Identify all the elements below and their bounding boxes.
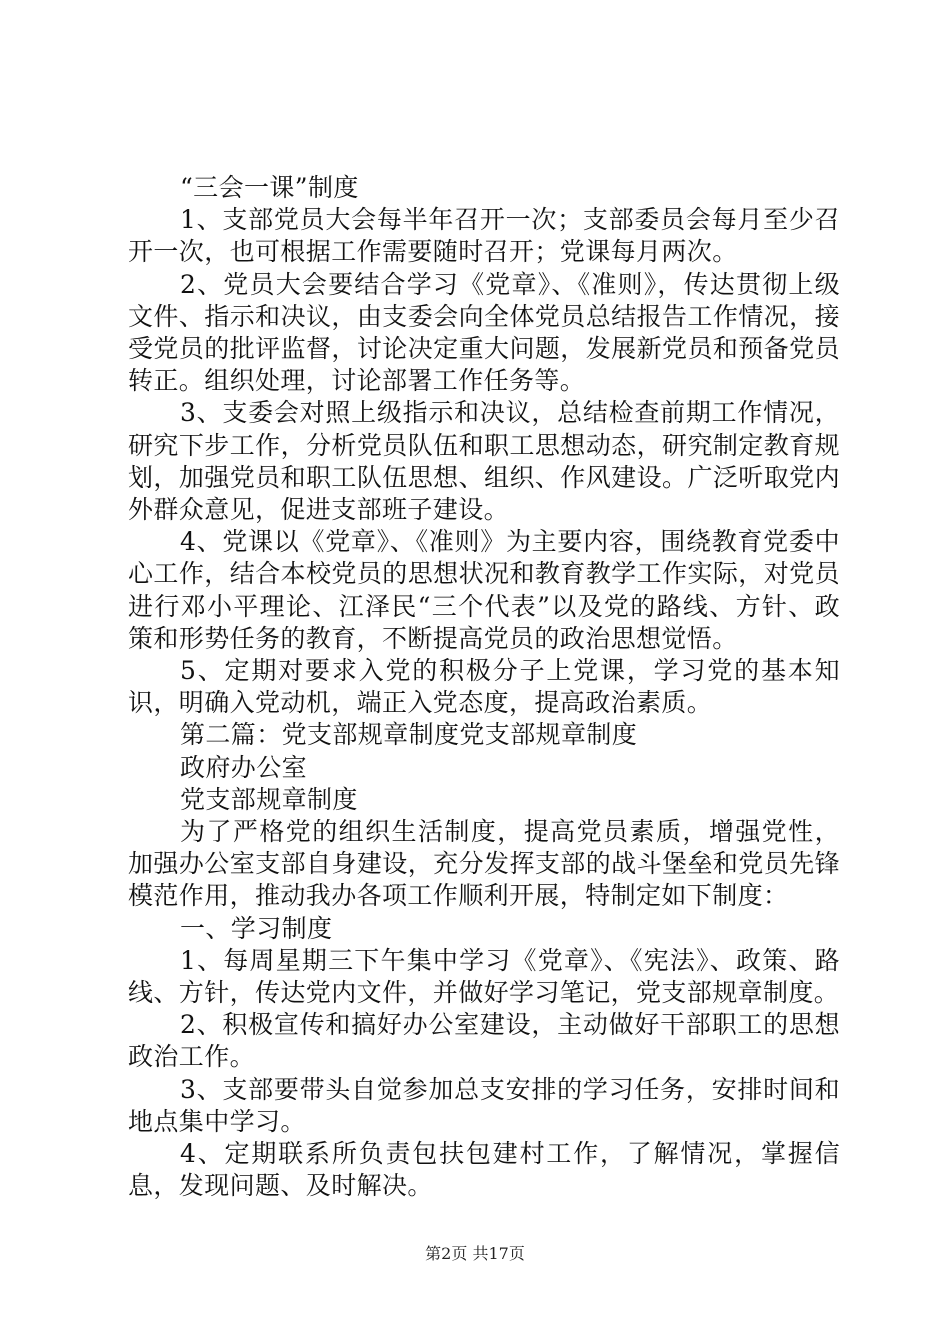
paragraph-item-5: 5、定期对要求入党的积极分子上党课，学习党的基本知识，明确入党动机，端正入党态度，提高政治素质。 bbox=[128, 656, 840, 718]
paragraph-item-4: 4、党课以《党章》、《准则》为主要内容，围绕教育党委中心工作，结合本校党员的思想状况和教育教学工作实际，对党员进行邓小平理论、江泽民“三个代表”以及党的路线、方针、政策和形势任务的教育，不断提高党员的政治思想觉悟。 bbox=[128, 527, 840, 653]
study-item-3: 3、支部要带头自觉参加总支安排的学习任务，安排时间和地点集中学习。 bbox=[128, 1074, 840, 1136]
study-item-1: 1、每周星期三下午集中学习《党章》、《宪法》、政策、路线、方针，传达党内文件，并做好学习笔记，党支部规章制度。 bbox=[128, 945, 840, 1008]
chapter-heading: 第二篇：党支部规章制度党支部规章制度 bbox=[180, 720, 638, 750]
page-footer bbox=[0, 1244, 950, 1264]
page-number: 第2页 bbox=[425, 1244, 468, 1263]
study-item-2: 2、积极宣传和搞好办公室建设，主动做好干部职工的思想政治工作。 bbox=[128, 1010, 840, 1072]
rules-title: 党支部规章制度 bbox=[180, 784, 358, 814]
paragraph-item-2: 2、党员大会要结合学习《党章》、《准则》，传达贯彻上级文件、指示和决议，由支委会向全体党员总结报告工作情况，接受党员的批评监督，讨论决定重大问题，发展新党员和预备党员转正。组织处理，讨论部署工作任务等。 bbox=[128, 269, 840, 396]
office-name: 政府办公室 bbox=[180, 752, 308, 782]
page-total: 共17页 bbox=[472, 1244, 525, 1263]
intro-paragraph: 为了严格党的组织生活制度，提高党员素质，增强党性，加强办公室支部自身建设，充分发挥支部的战斗堡垒和党员先锋模范作用，推动我办各项工作顺利开展，特制定如下制度： bbox=[128, 817, 840, 911]
study-item-4: 4、定期联系所负责包扶包建村工作，了解情况，掌握信息，发现问题、及时解决。 bbox=[128, 1139, 840, 1201]
document-body bbox=[128, 172, 840, 1203]
paragraph-item-3: 3、支委会对照上级指示和决议，总结检查前期工作情况，研究下步工作，分析党员队伍和职工思想动态，研究制定教育规划，加强党员和职工队伍思想、组织、作风建设。广泛听取党内外群众意见，促进支部班子建设。 bbox=[128, 398, 840, 525]
section-heading-study: 一、学习制度 bbox=[180, 913, 333, 943]
section-title-sanhui-yike: “三会一课”制度 bbox=[180, 173, 359, 202]
paragraph-item-1: 1、支部党员大会每半年召开一次；支部委员会每月至少召开一次，也可根据工作需要随时召开；党课每月两次。 bbox=[128, 205, 840, 267]
